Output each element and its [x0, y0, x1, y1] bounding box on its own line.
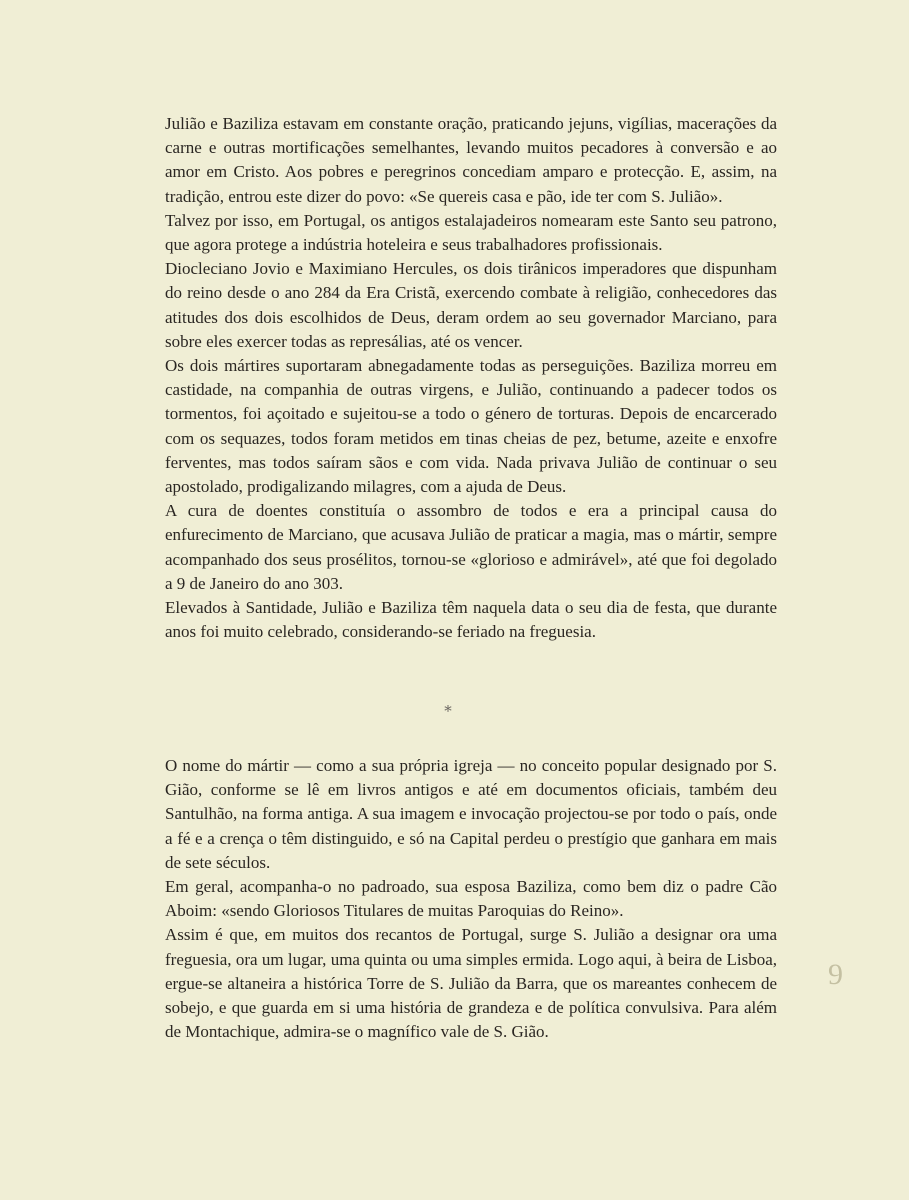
- paragraph: Julião e Baziliza estavam em constante oração, praticando jejuns, vigílias, macerações da carne e outras mortificações semelhantes, levando muitos pecadores à conversão e ao amor em Cristo. Aos pobres e peregrinos concediam amparo e protecção. E, assim, na tradição, entrou este dizer do povo: «Se quereis casa e pão, ide ter com S. Julião».: [165, 114, 777, 206]
- paragraph: Os dois mártires suportaram abnegadamente todas as perseguições. Baziliza morreu em castidade, na companhia de outras virgens, e Julião, continuando a padecer todos os tormentos, foi açoitado e sujeitou-se a todo o género de torturas. Depois de encarcerado com os sequazes, todos foram metidos em tinas cheias de pez, betume, azeite e enxofre ferventes, mas todos saíram sãos e com vida. Nada privava Julião de continuar o seu apostolado, prodigalizando milagres, com a ajuda de Deus.: [165, 356, 777, 497]
- text-section-1: [165, 112, 777, 644]
- paragraph: Talvez por isso, em Portugal, os antigos estalajadeiros nomearam este Santo seu patrono, que agora protege a indústria hoteleira e seus trabalhadores profissionais.: [165, 210, 777, 255]
- paragraph: Assim é que, em muitos dos recantos de Portugal, surge S. Julião a designar ora uma freguesia, ora um lugar, uma quinta ou uma simples ermida. Logo aqui, à beira de Lisboa, ergue-se altaneira a histórica Torre de S. Julião da Barra, que os mareantes conhecem de sobejo, e que guarda em si uma história de grandeza e de política convulsiva. Para além de Montachique, admira-se o magnífico vale de S. Gião.: [165, 925, 777, 1042]
- page-number: 9: [828, 958, 843, 991]
- paragraph: Em geral, acompanha-o no padroado, sua esposa Baziliza, como bem diz o padre Cão Aboim: «sendo Gloriosos Titulares de muitas Paroquias do Reino».: [165, 877, 777, 921]
- paragraph: O nome do mártir — como a sua própria igreja — no conceito popular designado por S. Gião, conforme se lê em livros antigos e até em documentos oficiais, também deu Santulhão, na forma antiga. A sua imagem e invocação projectou-se por todo o país, onde a fé e a crença o têm distinguido, e só na Capital perdeu o prestígio que ganhara em mais de sete séculos.: [165, 756, 777, 872]
- paragraph: Elevados à Santidade, Julião e Baziliza têm naquela data o seu dia de festa, que durante anos foi muito celebrado, considerando-se feriado na freguesia.: [165, 598, 777, 642]
- text-section-2: [165, 754, 777, 1044]
- section-separator: *: [444, 702, 452, 720]
- paragraph: Diocleciano Jovio e Maximiano Hercules, os dois tirânicos imperadores que dispunham do reino desde o ano 284 da Era Cristã, exercendo combate à religião, conhecedores das atitudes dos dois escolhidos de Deus, deram ordem ao seu governador Marciano, para sobre eles exercer todas as represálias, até os vencer.: [165, 259, 777, 351]
- paragraph: A cura de doentes constituía o assombro de todos e era a principal causa do enfurecimento de Marciano, que acusava Julião de praticar a magia, mas o mártir, sempre acompanhado dos seus prosélitos, tornou-se «glorioso e admirável», até que foi degolado a 9 de Janeiro do ano 303.: [165, 501, 777, 593]
